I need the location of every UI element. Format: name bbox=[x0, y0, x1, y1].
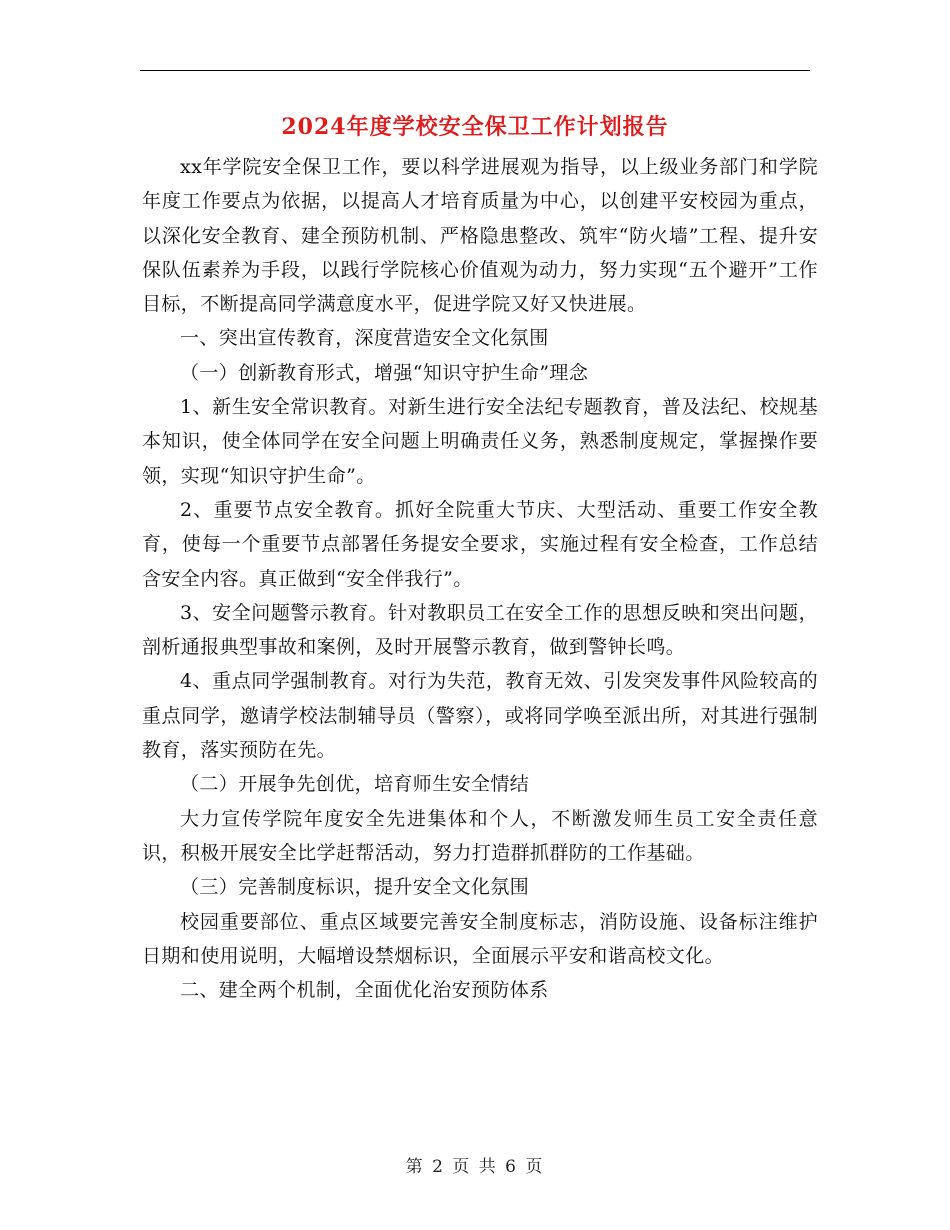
paragraph-promotion: 大力宣传学院年度安全先进集体和个人，不断激发师生员工安全责任意识，积极开展安全比学赶帮活动，努力打造群抓群防的工作基础。 bbox=[142, 807, 818, 864]
subheading-1-1: （一）创新教育形式，增强“知识守护生命”理念 bbox=[180, 361, 589, 384]
page-number: 第 2 页 共 6 页 bbox=[405, 1157, 545, 1177]
subheading-1-2: （二）开展争先创优，培育师生安全情结 bbox=[180, 773, 530, 796]
paragraph-signage: 校园重要部位、重点区域要完善安全制度标志，消防设施、设备标注维护日期和使用说明，大幅增设禁烟标识，全面展示平安和谐高校文化。 bbox=[142, 910, 818, 967]
document-title: 2024年度学校安全保卫工作计划报告 bbox=[281, 114, 669, 140]
header-rule bbox=[140, 70, 810, 71]
paragraph-item-3: 3、安全问题警示教育。针对教职员工在安全工作的思想反映和突出问题，剖析通报典型事故和案例，及时开展警示教育，做到警钟长鸣。 bbox=[142, 601, 818, 659]
paragraph-intro: xx年学院安全保卫工作，要以科学进展观为指导，以上级业务部门和学院年度工作要点为依据，以提高人才培育质量为中心，以创建平安校园为重点，以深化安全教育、建全预防机制、严格隐患整改、筑牢“防火墙”工程、提升安保队伍素养为手段，以践行学院核心价值观为动力，努力实现“五个避开”工作目标，不断提高同学满意度水平，促进学院又好又快进展。 bbox=[142, 156, 818, 316]
subheading-1-3: （三）完善制度标识，提升安全文化氛围 bbox=[180, 876, 530, 899]
paragraph-item-1: 1、新生安全常识教育。对新生进行安全法纪专题教育，普及法纪、校规基本知识，使全体同学在安全问题上明确责任义务，熟悉制度规定，掌握操作要领，实现“知识守护生命”。 bbox=[142, 396, 818, 487]
paragraph-item-2: 2、重要节点安全教育。抓好全院重大节庆、大型活动、重要工作安全教育，使每一个重要节点部署任务提安全要求，实施过程有安全检查，工作总结含安全内容。真正做到“安全伴我行”。 bbox=[142, 498, 818, 590]
document-body bbox=[142, 150, 818, 1007]
paragraph-item-4: 4、重点同学强制教育。对行为失范，教育无效、引发突发事件风险较高的重点同学，邀请学校法制辅导员（警察），或将同学唤至派出所，对其进行强制教育，落实预防在先。 bbox=[142, 670, 818, 762]
heading-section-2: 二、建全两个机制，全面优化治安预防体系 bbox=[180, 979, 549, 1002]
heading-section-1: 一、突出宣传教育，深度营造安全文化氛围 bbox=[180, 327, 549, 350]
